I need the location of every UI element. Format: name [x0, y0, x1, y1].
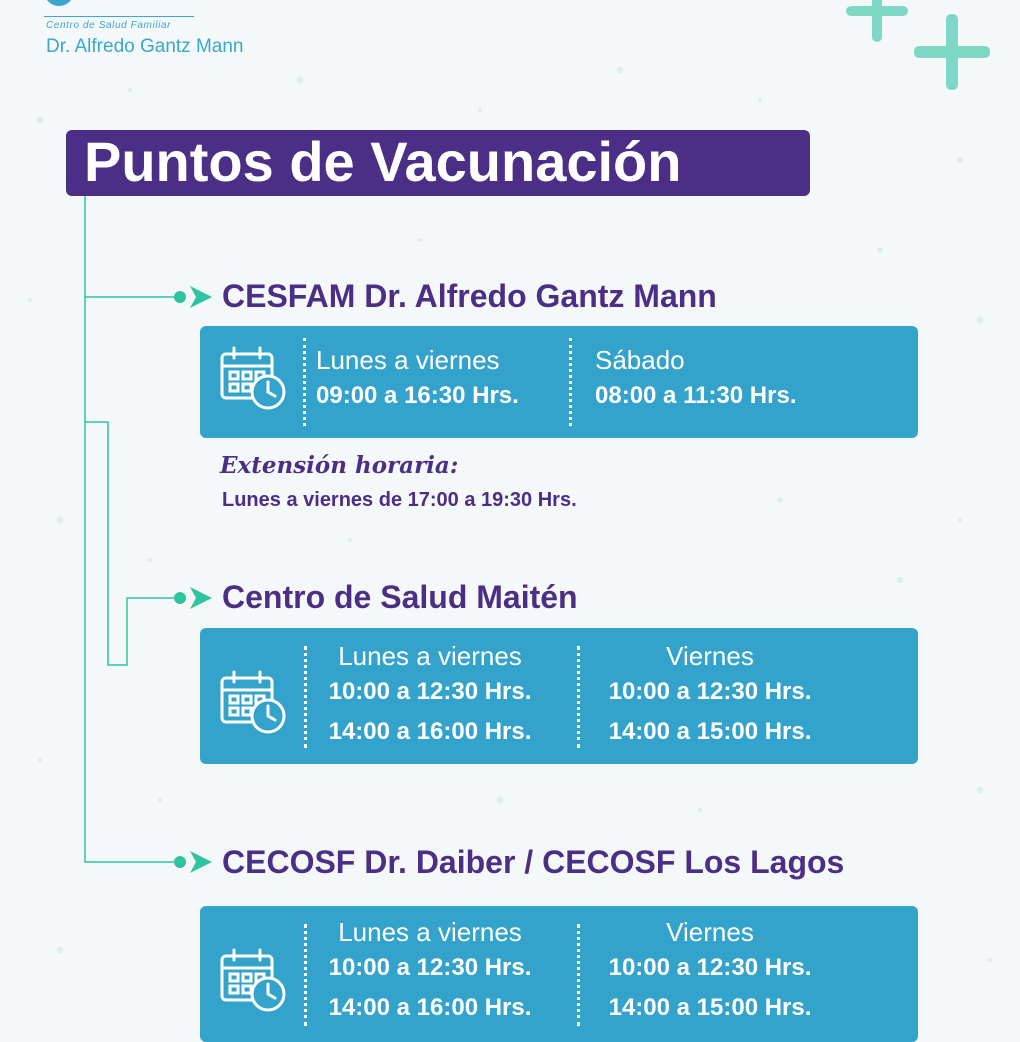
bullet-arrow-icon	[170, 585, 216, 611]
hours-label: 14:00 a 15:00 Hrs.	[608, 718, 812, 745]
column-divider	[569, 338, 572, 426]
hours-label: 14:00 a 16:00 Hrs.	[328, 718, 532, 745]
schedule-card-cesfam	[200, 326, 918, 438]
column-divider	[304, 924, 307, 1026]
column-divider	[303, 338, 306, 426]
hours-label: 10:00 a 12:30 Hrs.	[608, 678, 812, 705]
day-label: Lunes a viernes	[338, 917, 522, 947]
schedule-column	[598, 916, 822, 1028]
hours-label: 09:00 a 16:30 Hrs.	[316, 382, 519, 409]
schedule-column	[320, 640, 540, 752]
logo-name: Dr. Alfredo Gantz Mann	[46, 36, 244, 57]
hours-label: 08:00 a 11:30 Hrs.	[595, 382, 797, 409]
logo-subtitle: Centro de Salud Familiar	[46, 20, 172, 31]
day-label: Viernes	[666, 641, 754, 671]
schedule-column	[598, 640, 822, 752]
calendar-clock-icon	[218, 668, 290, 738]
bullet-arrow-icon	[170, 284, 216, 310]
page-title: Puntos de Vacunación	[66, 130, 810, 196]
calendar-clock-icon	[218, 946, 290, 1016]
hours-label: 14:00 a 15:00 Hrs.	[608, 994, 812, 1021]
section-title-maiten: Centro de Salud Maitén	[222, 579, 578, 615]
day-label: Viernes	[666, 917, 754, 947]
column-divider	[304, 646, 307, 748]
calendar-clock-icon	[218, 344, 290, 414]
day-label: Lunes a viernes	[338, 641, 522, 671]
section-title-cecosf: CECOSF Dr. Daiber / CECOSF Los Lagos	[222, 844, 845, 880]
hours-label: 10:00 a 12:30 Hrs.	[328, 954, 532, 981]
column-divider	[577, 924, 580, 1026]
extension-text: Lunes a viernes de 17:00 a 19:30 Hrs.	[222, 489, 577, 511]
hours-label: 10:00 a 12:30 Hrs.	[328, 678, 532, 705]
column-divider	[577, 646, 580, 748]
hours-label: 10:00 a 12:30 Hrs.	[608, 954, 812, 981]
hours-label: 14:00 a 16:00 Hrs.	[328, 994, 532, 1021]
extension-label: Extensión horaria:	[220, 452, 459, 479]
schedule-column	[320, 916, 540, 1028]
schedule-column	[595, 344, 796, 416]
section-title-cesfam: CESFAM Dr. Alfredo Gantz Mann	[222, 278, 717, 314]
schedule-card-cecosf	[200, 906, 918, 1042]
schedule-card-maiten	[200, 628, 918, 764]
schedule-column	[316, 344, 519, 416]
day-label: Sábado	[595, 345, 685, 375]
bullet-arrow-icon	[170, 849, 216, 875]
day-label: Lunes a viernes	[316, 345, 500, 375]
